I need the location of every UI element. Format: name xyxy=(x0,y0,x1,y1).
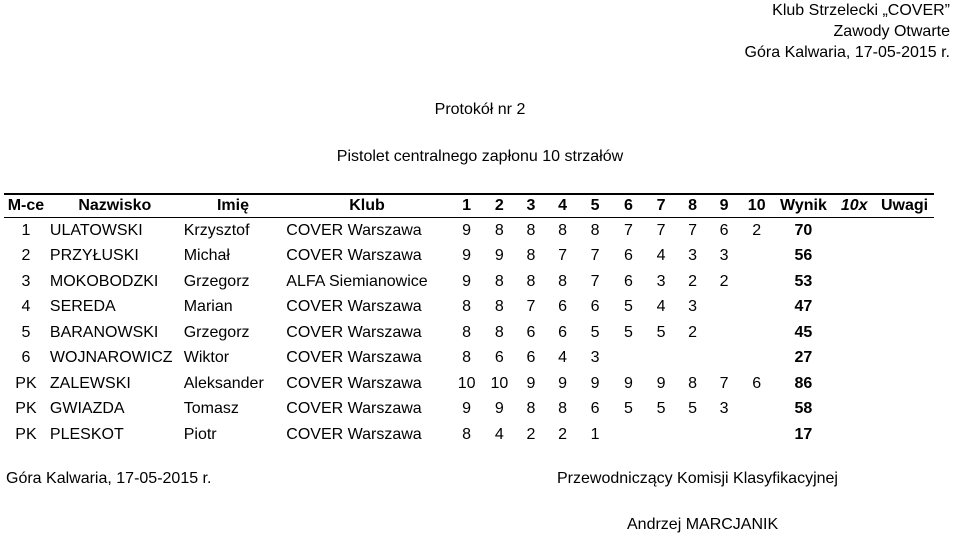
shot-cell: 9 xyxy=(624,374,633,392)
x10-cell xyxy=(833,320,875,346)
committee-chair-name: Andrzej MARCJANIK xyxy=(627,516,779,533)
surname-cell: BARANOWSKI xyxy=(49,323,159,341)
shot-cell xyxy=(740,320,774,346)
x10-cell xyxy=(833,422,875,448)
surname-cell: GWIAZDA xyxy=(49,400,125,418)
col-header-notes: Uwagi xyxy=(875,194,934,218)
shot-cell: 5 xyxy=(624,323,633,341)
shot-cell: 6 xyxy=(624,272,633,290)
shot-cell: 8 xyxy=(462,298,472,316)
result-cell: 27 xyxy=(794,349,813,367)
shot-cell xyxy=(612,346,645,372)
result-cell: 70 xyxy=(794,221,813,239)
shot-cell xyxy=(740,346,774,372)
shot-cell: 8 xyxy=(558,400,567,418)
table-row xyxy=(4,269,934,295)
shot-cell xyxy=(677,422,709,448)
x10-cell xyxy=(833,218,875,244)
col-header-place: M-ce xyxy=(4,194,48,218)
table-row xyxy=(4,397,934,423)
club-cell: ALFA Siemianowice xyxy=(286,272,428,290)
shot-cell: 3 xyxy=(719,247,729,265)
place-cell: PK xyxy=(15,374,37,392)
shot-cell: 6 xyxy=(526,323,536,341)
club-cell: COVER Warszawa xyxy=(286,400,422,418)
surname-cell: ULATOWSKI xyxy=(49,221,143,239)
x10-cell xyxy=(833,269,875,295)
shot-cell: 8 xyxy=(558,272,567,290)
name-cell: Piotr xyxy=(183,425,217,443)
name-cell: Marian xyxy=(183,298,233,316)
header-place-date: Góra Kalwaria, 17-05-2015 r. xyxy=(744,44,950,61)
shot-cell: 6 xyxy=(752,374,762,392)
club-cell: COVER Warszawa xyxy=(286,374,422,392)
shot-cell: 8 xyxy=(590,221,600,239)
shot-cell: 10 xyxy=(457,374,476,392)
col-header-shot-6: 6 xyxy=(612,194,645,218)
col-header-shot-10: 10 xyxy=(740,194,774,218)
club-cell: COVER Warszawa xyxy=(286,298,422,316)
shot-cell: 5 xyxy=(688,400,697,418)
x10-cell xyxy=(833,346,875,372)
club-cell: COVER Warszawa xyxy=(286,425,422,443)
shot-cell: 9 xyxy=(656,374,666,392)
shot-cell: 8 xyxy=(526,400,536,418)
shot-cell xyxy=(708,295,740,321)
place-cell: PK xyxy=(15,425,37,443)
shot-cell: 5 xyxy=(656,323,666,341)
shot-cell: 8 xyxy=(462,425,472,443)
shot-cell: 2 xyxy=(558,425,567,443)
name-cell: Grzegorz xyxy=(183,323,250,341)
notes-cell xyxy=(875,397,934,423)
col-header-shot-3: 3 xyxy=(515,194,547,218)
shot-cell: 8 xyxy=(526,247,536,265)
shot-cell: 8 xyxy=(688,374,697,392)
col-header-shot-4: 4 xyxy=(547,194,579,218)
shot-cell: 8 xyxy=(462,323,472,341)
shot-cell xyxy=(645,422,677,448)
shot-cell: 3 xyxy=(590,349,600,367)
shot-cell: 7 xyxy=(590,272,600,290)
club-name: Klub Strzelecki „COVER” xyxy=(772,2,950,19)
shot-cell xyxy=(740,422,774,448)
col-header-shot-2: 2 xyxy=(483,194,515,218)
result-cell: 56 xyxy=(794,247,813,265)
col-header-shot-8: 8 xyxy=(677,194,709,218)
shot-cell xyxy=(677,346,709,372)
shot-cell: 9 xyxy=(590,374,600,392)
shot-cell: 8 xyxy=(494,298,504,316)
col-header-shot-5: 5 xyxy=(578,194,611,218)
table-row xyxy=(4,295,934,321)
notes-cell xyxy=(875,218,934,244)
shot-cell: 7 xyxy=(590,247,600,265)
shot-cell: 7 xyxy=(558,247,567,265)
table-row xyxy=(4,320,934,346)
shot-cell: 4 xyxy=(494,425,504,443)
shot-cell xyxy=(740,295,774,321)
surname-cell: SEREDA xyxy=(49,298,116,316)
place-cell: 6 xyxy=(21,349,31,367)
shot-cell: 5 xyxy=(624,298,633,316)
shot-cell: 8 xyxy=(494,221,504,239)
shot-cell xyxy=(708,346,740,372)
place-cell: 4 xyxy=(21,298,31,316)
result-cell: 17 xyxy=(794,425,813,443)
shot-cell: 8 xyxy=(526,272,536,290)
shot-cell: 8 xyxy=(526,221,536,239)
table-row xyxy=(4,422,934,448)
shot-cell: 1 xyxy=(590,425,600,443)
shot-cell xyxy=(740,397,774,423)
shot-cell: 6 xyxy=(558,298,567,316)
name-cell: Aleksander xyxy=(183,374,264,392)
shot-cell: 8 xyxy=(462,349,472,367)
protocol-title: Protokół nr 2 xyxy=(434,101,526,118)
shot-cell: 4 xyxy=(656,247,666,265)
surname-cell: MOKOBODZKI xyxy=(49,272,159,290)
club-cell: COVER Warszawa xyxy=(286,221,422,239)
shot-cell: 4 xyxy=(656,298,666,316)
name-cell: Wiktor xyxy=(183,349,230,367)
place-cell: 1 xyxy=(21,221,31,239)
event-name: Zawody Otwarte xyxy=(833,23,950,40)
shot-cell: 7 xyxy=(624,221,633,239)
x10-cell xyxy=(833,371,875,397)
shot-cell: 7 xyxy=(719,374,729,392)
competition-title: Pistolet centralnego zapłonu 10 strzałów xyxy=(336,148,624,165)
place-cell: 2 xyxy=(21,247,31,265)
col-header-club: Klub xyxy=(284,194,450,218)
shot-cell: 6 xyxy=(526,349,536,367)
notes-cell xyxy=(875,346,934,372)
notes-cell xyxy=(875,422,934,448)
result-cell: 47 xyxy=(794,298,813,316)
shot-cell: 2 xyxy=(688,323,697,341)
surname-cell: PRZYŁUSKI xyxy=(49,247,139,265)
table-header-row xyxy=(4,194,934,218)
shot-cell: 7 xyxy=(688,221,697,239)
shot-cell: 3 xyxy=(719,400,729,418)
shot-cell: 5 xyxy=(624,400,633,418)
result-cell: 45 xyxy=(794,323,813,341)
shot-cell: 10 xyxy=(490,374,509,392)
shot-cell: 3 xyxy=(688,247,697,265)
surname-cell: WOJNAROWICZ xyxy=(49,349,173,367)
table-row xyxy=(4,218,934,244)
place-cell: 5 xyxy=(21,323,31,341)
table-row xyxy=(4,346,934,372)
club-cell: COVER Warszawa xyxy=(286,323,422,341)
shot-cell: 7 xyxy=(526,298,536,316)
shot-cell: 9 xyxy=(494,400,504,418)
footer-place-date: Góra Kalwaria, 17-05-2015 r. xyxy=(6,470,212,487)
shot-cell: 9 xyxy=(462,247,472,265)
x10-cell xyxy=(833,244,875,270)
shot-cell: 9 xyxy=(494,247,504,265)
col-header-shot-7: 7 xyxy=(645,194,677,218)
shot-cell: 6 xyxy=(719,221,729,239)
shot-cell: 6 xyxy=(558,323,567,341)
shot-cell: 5 xyxy=(656,400,666,418)
shot-cell: 8 xyxy=(494,272,504,290)
shot-cell: 6 xyxy=(590,400,600,418)
name-cell: Grzegorz xyxy=(183,272,250,290)
shot-cell: 6 xyxy=(624,247,633,265)
shot-cell: 4 xyxy=(558,349,567,367)
notes-cell xyxy=(875,320,934,346)
shot-cell: 9 xyxy=(462,221,472,239)
shot-cell: 2 xyxy=(752,221,762,239)
shot-cell: 2 xyxy=(526,425,536,443)
surname-cell: ZALEWSKI xyxy=(49,374,131,392)
table-row xyxy=(4,371,934,397)
shot-cell: 5 xyxy=(590,323,600,341)
surname-cell: PLESKOT xyxy=(49,425,124,443)
club-cell: COVER Warszawa xyxy=(286,349,422,367)
shot-cell: 9 xyxy=(462,400,472,418)
table-row xyxy=(4,244,934,270)
shot-cell xyxy=(740,269,774,295)
shot-cell xyxy=(612,422,645,448)
name-cell: Tomasz xyxy=(183,400,239,418)
col-header-result: Wynik xyxy=(774,194,834,218)
shot-cell xyxy=(708,320,740,346)
result-cell: 58 xyxy=(794,400,813,418)
name-cell: Michał xyxy=(183,247,230,265)
shot-cell: 9 xyxy=(462,272,472,290)
shot-cell: 7 xyxy=(656,221,666,239)
results-table xyxy=(4,193,934,448)
header-block xyxy=(745,0,950,63)
name-cell: Krzysztof xyxy=(183,221,250,239)
result-cell: 53 xyxy=(794,272,813,290)
notes-cell xyxy=(875,269,934,295)
col-header-10x: 10x xyxy=(833,194,875,218)
shot-cell: 9 xyxy=(526,374,536,392)
committee-title: Przewodniczący Komisji Klasyfikacyjnej xyxy=(557,470,838,487)
notes-cell xyxy=(875,244,934,270)
notes-cell xyxy=(875,295,934,321)
x10-cell xyxy=(833,295,875,321)
shot-cell: 8 xyxy=(494,323,504,341)
result-cell: 86 xyxy=(794,374,813,392)
shot-cell xyxy=(645,346,677,372)
col-header-surname: Nazwisko xyxy=(48,194,182,218)
place-cell: PK xyxy=(15,400,37,418)
club-cell: COVER Warszawa xyxy=(286,247,422,265)
shot-cell: 9 xyxy=(558,374,567,392)
shot-cell: 8 xyxy=(558,221,567,239)
col-header-name: Imię xyxy=(182,194,285,218)
place-cell: 3 xyxy=(21,272,31,290)
x10-cell xyxy=(833,397,875,423)
col-header-shot-1: 1 xyxy=(450,194,484,218)
shot-cell: 3 xyxy=(688,298,697,316)
shot-cell: 2 xyxy=(719,272,729,290)
shot-cell xyxy=(708,422,740,448)
shot-cell: 6 xyxy=(590,298,600,316)
shot-cell: 2 xyxy=(688,272,697,290)
shot-cell: 3 xyxy=(656,272,666,290)
notes-cell xyxy=(875,371,934,397)
results-body xyxy=(4,218,934,448)
shot-cell: 6 xyxy=(494,349,504,367)
col-header-shot-9: 9 xyxy=(708,194,740,218)
shot-cell xyxy=(740,244,774,270)
